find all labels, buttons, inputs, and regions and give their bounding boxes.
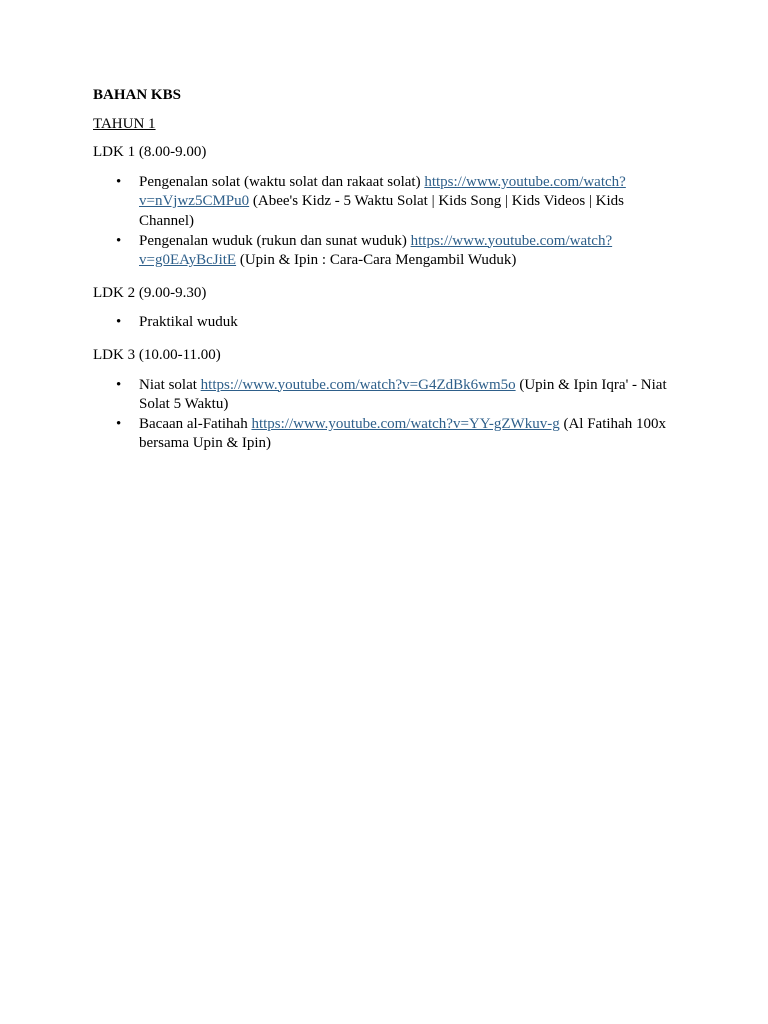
list-item: [116, 415, 678, 454]
section-heading-ldk-2: LDK 2 (9.00-9.30): [93, 284, 207, 301]
youtube-link[interactable]: https://www.youtube.com/watch?v=nVjwz5CMPu0: [139, 173, 626, 210]
list-item-text: Bacaan al-Fatihah: [139, 415, 252, 432]
list-item-text: Praktikal wuduk: [139, 314, 238, 331]
section-list-ldk-3: [93, 376, 678, 454]
document-title: BAHAN KBS: [93, 87, 181, 103]
youtube-link[interactable]: https://www.youtube.com/watch?v=G4ZdBk6wm5o: [200, 376, 516, 393]
bullet-icon: •: [116, 232, 122, 249]
section-list-ldk-2: [93, 313, 678, 333]
list-item-note: (Upin & Ipin Iqra' - Niat Solat 5 Waktu): [139, 376, 667, 413]
list-item-text: Pengenalan wuduk (rukun dan sunat wuduk): [139, 232, 411, 249]
youtube-link[interactable]: https://www.youtube.com/watch?v=YY-gZWkuv-g: [251, 415, 560, 432]
section-heading-ldk-3: LDK 3 (10.00-11.00): [93, 346, 221, 363]
section-heading-ldk-1: LDK 1 (8.00-9.00): [93, 144, 207, 161]
bullet-icon: •: [116, 415, 122, 432]
list-item-note: (Al Fatihah 100x bersama Upin & Ipin): [139, 415, 666, 452]
document-subtitle: TAHUN 1: [93, 115, 156, 132]
bullet-icon: •: [116, 314, 122, 331]
list-item-text: Niat solat: [139, 376, 201, 393]
document-page: [93, 86, 678, 467]
bullet-icon: •: [116, 173, 122, 190]
list-item: [116, 376, 678, 415]
list-item-note: (Upin & Ipin : Cara-Cara Mengambil Wuduk): [236, 252, 517, 269]
list-item: [116, 173, 678, 232]
bullet-icon: •: [116, 376, 122, 393]
list-item-text: Pengenalan solat (waktu solat dan rakaat solat): [139, 173, 425, 190]
list-item-note: (Abee's Kidz - 5 Waktu Solat | Kids Song | Kids Videos | Kids Channel): [139, 193, 625, 229]
section-list-ldk-1: [93, 173, 678, 271]
list-item: [116, 313, 678, 333]
list-item: [116, 232, 678, 271]
youtube-link[interactable]: https://www.youtube.com/watch?v=g0EAyBcJitE: [139, 232, 613, 269]
